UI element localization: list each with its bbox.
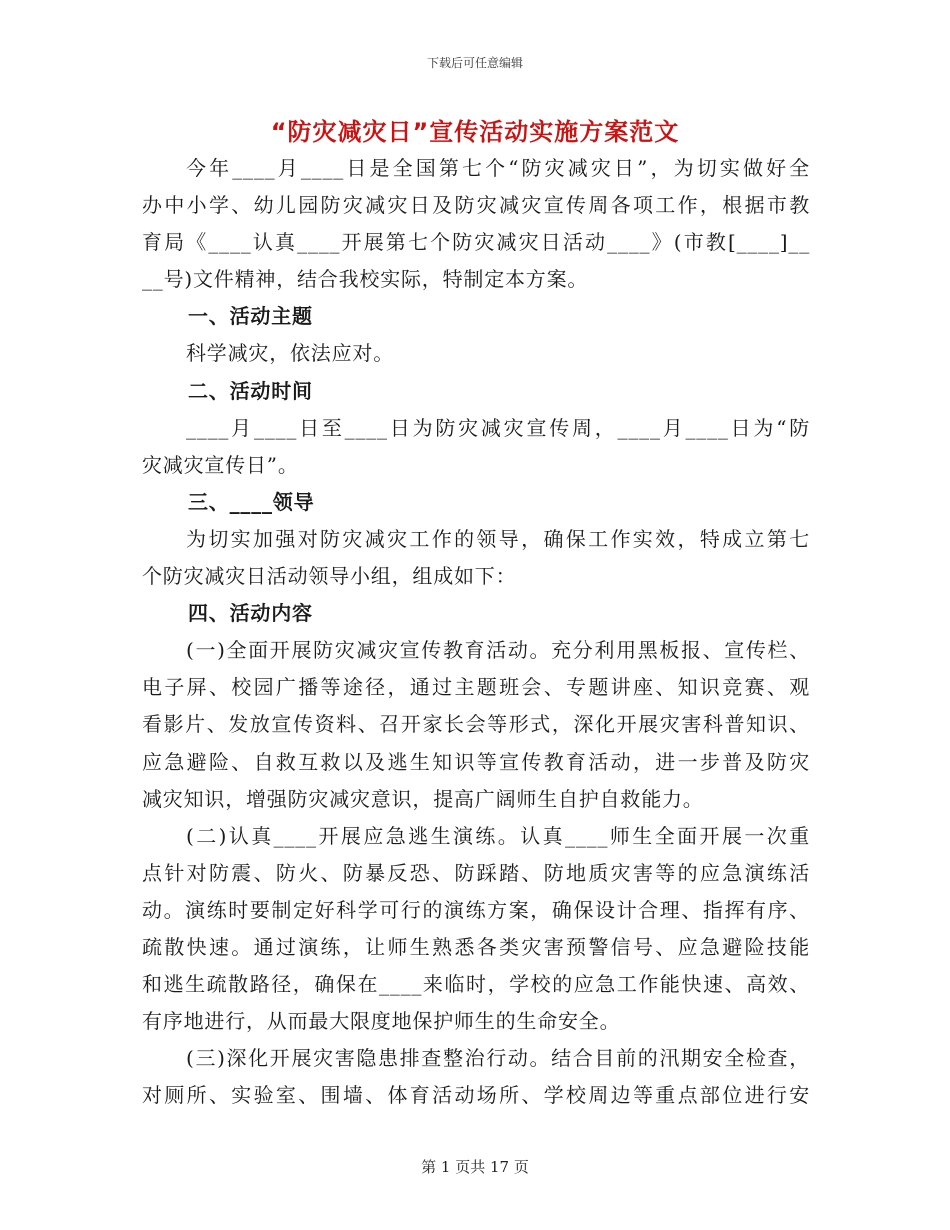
paragraph-line: 科学减灾，依法应对。 (186, 341, 394, 366)
page-header-note: 下载后可任意编辑 (426, 56, 523, 70)
paragraph-line: (二)认真____开展应急逃生演练。认真____师生全面开展一次重 (186, 823, 810, 848)
paragraph-line: 育局《____认真____开展第七个防灾减灾日活动____》(市教[____]__ (142, 230, 810, 255)
paragraph-line: 为切实加强对防灾减灾工作的领导，确保工作实效，特成立第七 (186, 526, 810, 551)
paragraph-line: 个防灾减灾日活动领导小组，组成如下： (142, 564, 517, 589)
paragraph-line: 和逃生疏散路径，确保在____来临时，学校的应急工作能快速、高效、 (142, 972, 810, 997)
page-footer: 第 1 页共 17 页 (421, 1158, 529, 1176)
paragraph-line: 对厕所、实验室、围墙、体育活动场所、学校周边等重点部位进行安 (142, 1083, 810, 1108)
section-heading: 一、活动主题 (188, 304, 313, 329)
paragraph-line: 今年____月____日是全国第七个“防灾减灾日”，为切实做好全 (186, 156, 810, 180)
paragraph-line: __号)文件精神，结合我校实际，特制定本方案。 (142, 267, 589, 292)
paragraph-line: 电子屏、校园广播等途径，通过主题班会、专题讲座、知识竞赛、观 (142, 675, 810, 700)
paragraph-line: 应急避险、自救互救以及逃生知识等宣传教育活动，进一步普及防灾 (142, 749, 810, 774)
paragraph-line: (三)深化开展灾害隐患排查整治行动。结合目前的汛期安全检查， (186, 1046, 810, 1071)
paragraph-line: 动。演练时要制定好科学可行的演练方案，确保设计合理、指挥有序、 (142, 897, 810, 922)
paragraph-line: 疏散快速。通过演练，让师生熟悉各类灾害预警信号、应急避险技能 (142, 934, 810, 959)
paragraph-line: 灾减灾宣传日”。 (142, 452, 299, 477)
paragraph-line: 看影片、发放宣传资料、召开家长会等形式，深化开展灾害科普知识、 (142, 712, 810, 737)
section-heading: 三、____领导 (188, 489, 315, 514)
document-title: “防灾减灾日”宣传活动实施方案范文 (270, 118, 680, 146)
paragraph-line: (一)全面开展防灾减灾宣传教育活动。充分利用黑板报、宣传栏、 (186, 638, 810, 663)
section-heading: 二、活动时间 (188, 378, 313, 403)
paragraph-line: 有序地进行，从而最大限度地保护师生的生命安全。 (142, 1009, 621, 1034)
document-body (142, 150, 810, 1114)
paragraph-line: 点针对防震、防火、防暴反恐、防踩踏、防地质灾害等的应急演练活 (142, 860, 810, 885)
paragraph-line: 办中小学、幼儿园防灾减灾日及防灾减灾宣传周各项工作，根据市教 (142, 193, 810, 218)
paragraph-line: 减灾知识，增强防灾减灾意识，提高广阔师生自护自救能力。 (142, 786, 704, 811)
paragraph-line: ____月____日至____日为防灾减灾宣传周，____月____日为“防 (186, 415, 810, 440)
section-heading: 四、活动内容 (188, 601, 313, 626)
